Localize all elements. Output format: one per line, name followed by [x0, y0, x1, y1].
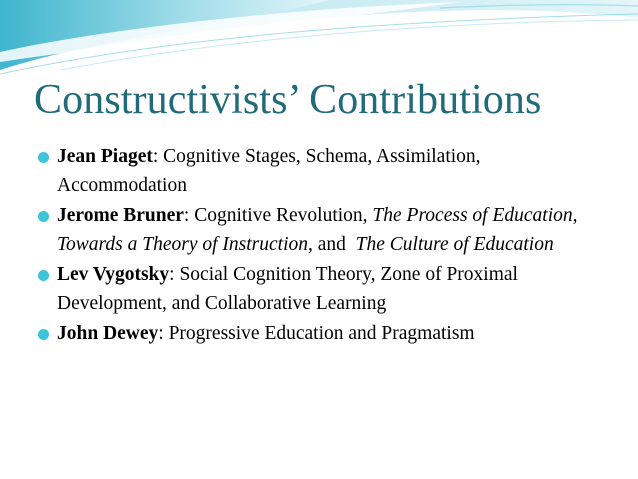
bullet-text: : Cognitive Revolution, [183, 205, 373, 226]
bullet-text: , and [308, 234, 356, 255]
bullet-text: : Cognitive Stages, Schema, Assimilation, Accommodation [57, 146, 481, 196]
bullet-item-dewey [40, 319, 600, 348]
bullet-list [40, 142, 600, 349]
bullet-dot-icon [38, 270, 49, 281]
bullet-dot-icon [38, 329, 49, 340]
bullet-text: : Social Cognition Theory, Zone of Proximal Development, and Collaborative Learning [57, 264, 518, 314]
bullet-name: Jean Piaget [57, 146, 153, 167]
book-title: The Culture of Education [355, 234, 554, 255]
slide-title: Constructivists’ Contributions [34, 77, 542, 123]
bullet-dot-icon [38, 152, 49, 163]
bullet-item-vygotsky [40, 260, 600, 318]
bullet-item-piaget [40, 142, 600, 200]
book-title: The Process of Education [372, 205, 573, 226]
bullet-item-bruner [40, 201, 600, 259]
bullet-dot-icon [38, 211, 49, 222]
bullet-name: Lev Vygotsky [57, 264, 170, 285]
bullet-text: , [572, 205, 578, 226]
bullet-name: John Dewey [57, 323, 159, 344]
header-wave-decoration [0, 0, 638, 80]
bullet-text: : Progressive Education and Pragmatism [158, 323, 475, 344]
bullet-name: Jerome Bruner [57, 205, 184, 226]
book-title: Towards a Theory of Instruction [57, 234, 309, 255]
